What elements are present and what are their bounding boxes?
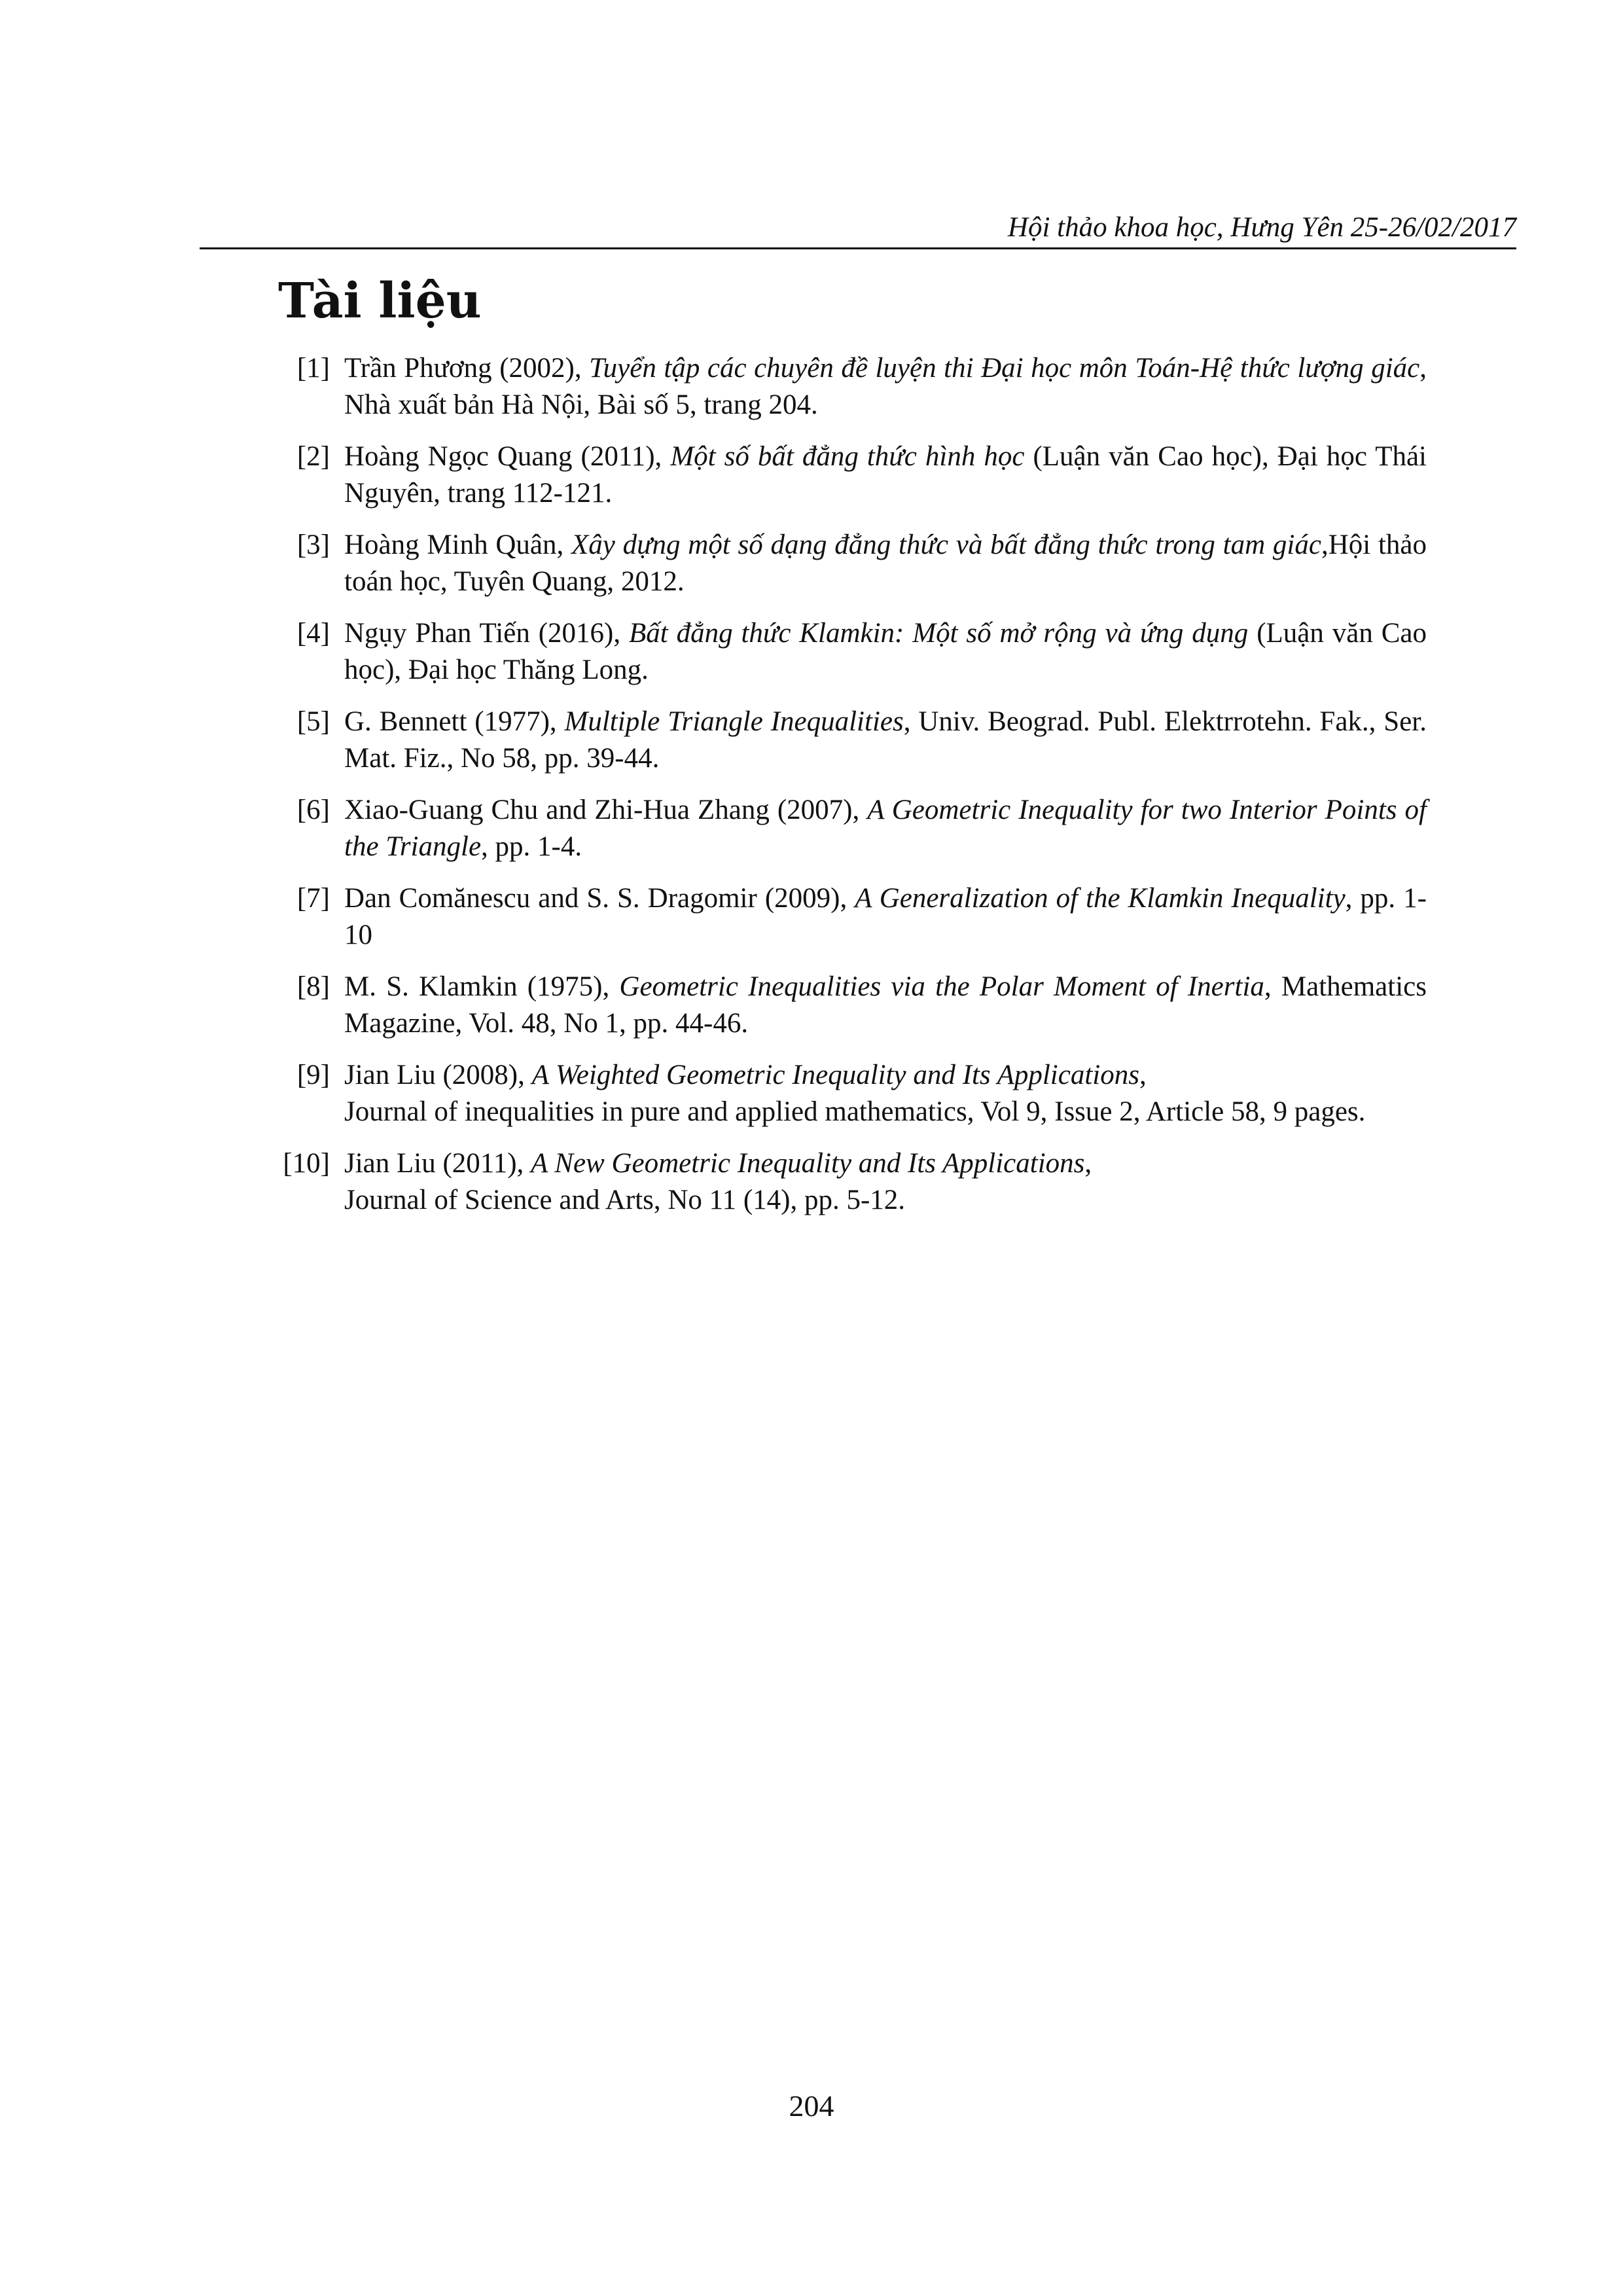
reference-title: Tuyển tập các chuyên đề luyện thi Đại học môn Toán-Hệ thức lượng giác [589,353,1420,384]
reference-item-3 [275,527,1427,600]
reference-number: [2] [296,441,330,472]
reference-title: Một số bất đẳng thức hình học [670,441,1025,472]
reference-authors: Trần Phương (2002), [344,353,590,384]
reference-authors: M. S. Klamkin (1975), [344,971,620,1002]
reference-number: [5] [296,706,330,737]
reference-item-9 [275,1057,1427,1130]
reference-number: [4] [296,618,330,649]
reference-number: [6] [296,795,330,825]
reference-item-4 [275,615,1427,689]
reference-item-10 [275,1145,1427,1219]
header-rule [200,247,1516,249]
reference-item-7 [275,880,1427,954]
reference-number: [3] [296,529,330,560]
reference-authors: Dan Comănescu and S. S. Dragomir (2009), [344,883,855,914]
reference-item-5 [275,704,1427,777]
reference-details: , pp. 1-4. [481,831,582,862]
reference-item-6 [275,792,1427,865]
reference-authors: Jian Liu (2008), [344,1060,532,1090]
reference-title: A New Geometric Inequality and Its Applications [531,1148,1085,1179]
reference-details: , pp. 1-10 [344,883,1427,950]
section-title: Tài liệu [278,273,482,329]
reference-authors: Hoàng Minh Quân, [344,529,571,560]
reference-details: , Mathematics Magazine, Vol. 48, No 1, pp. 44-46. [344,971,1427,1039]
reference-title: Multiple Triangle Inequalities [564,706,904,737]
reference-title: A Generalization of the Klamkin Inequality [855,883,1346,914]
reference-item-8 [275,969,1427,1042]
reference-details: (Luận văn Cao học), Đại học Thái Nguyên, trang 112-121. [344,441,1427,509]
reference-title: Geometric Inequalities via the Polar Moment of Inertia [619,971,1264,1002]
reference-authors: Ngụy Phan Tiến (2016), [344,618,629,649]
reference-journal-line: Journal of Science and Arts, No 11 (14), pp. 5-12. [344,1185,906,1215]
reference-authors: Hoàng Ngọc Quang (2011), [344,441,671,472]
running-header: Hội thảo khoa học, Hưng Yên 25-26/02/2017 [1007,212,1516,243]
reference-number: [8] [296,971,330,1002]
reference-number: [10] [283,1148,330,1179]
reference-details: , [1084,1148,1092,1179]
reference-number: [9] [296,1060,330,1090]
reference-item-1 [275,350,1427,423]
reference-number: [1] [296,353,330,384]
reference-authors: Jian Liu (2011), [344,1148,531,1179]
reference-list [275,350,1427,1234]
reference-title: Bất đẳng thức Klamkin: Một số mở rộng và ứng dụng [628,618,1249,649]
reference-authors: G. Bennett (1977), [344,706,565,737]
reference-item-2 [275,439,1427,512]
reference-details: (Luận văn Cao học), Đại học Thăng Long. [344,618,1427,685]
reference-title: Xây dựng một số dạng đẳng thức và bất đẳng thức trong tam giác [571,529,1321,560]
reference-details: ,Hội thảo toán học, Tuyên Quang, 2012. [344,529,1427,597]
reference-details: , [1139,1060,1147,1090]
reference-details: , Univ. Beograd. Publ. Elektrrotehn. Fak., Ser. Mat. Fiz., No 58, pp. 39-44. [344,706,1427,774]
reference-details: , Nhà xuất bản Hà Nội, Bài số 5, trang 204. [344,353,1427,420]
page-number: 204 [789,2089,834,2123]
reference-authors: Xiao-Guang Chu and Zhi-Hua Zhang (2007), [344,795,868,825]
reference-number: [7] [296,883,330,914]
reference-title: A Weighted Geometric Inequality and Its Applications [531,1060,1139,1090]
reference-title: A Geometric Inequality for two Interior Points of the Triangle [344,795,1427,862]
reference-journal-line: Journal of inequalities in pure and applied mathematics, Vol 9, Issue 2, Article 58, 9 pages. [344,1096,1366,1127]
